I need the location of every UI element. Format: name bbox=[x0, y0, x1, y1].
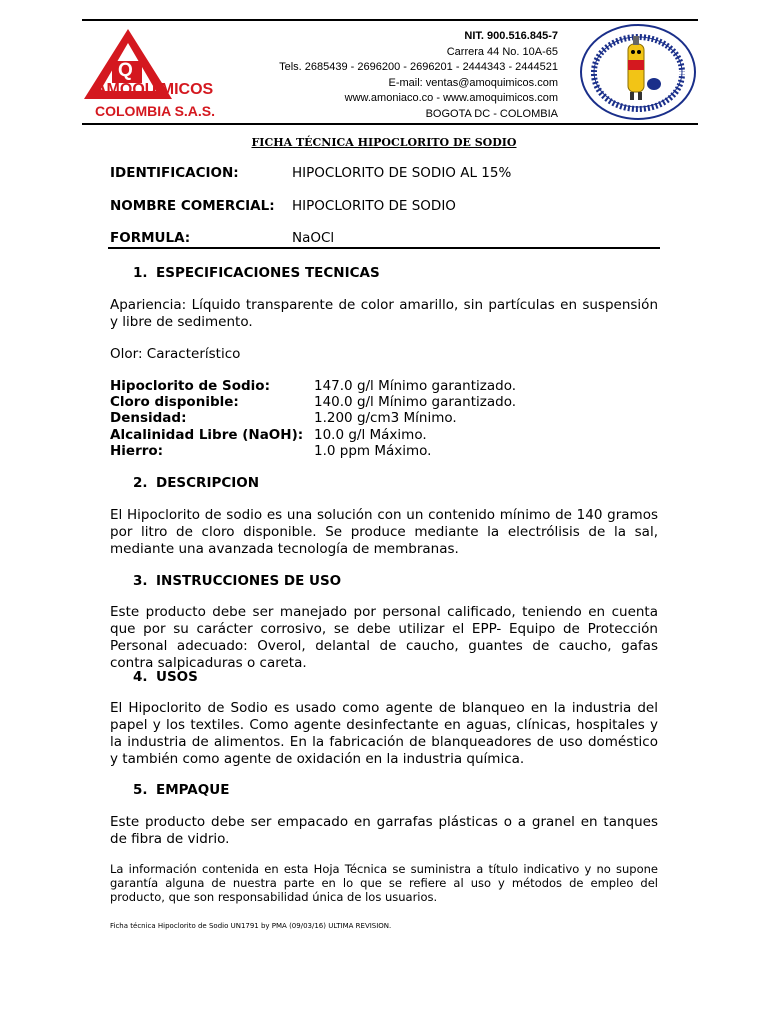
commercial-name-label: NOMBRE COMERCIAL: bbox=[110, 198, 275, 214]
spec-label: Hierro: bbox=[110, 443, 164, 459]
description-text: El Hipoclorito de sodio es una solución con un contenido mínimo de 140 gramos por litro de cloro disponible. Se produce mediante la electrólisis de la sal, mediante una avanzada tecnología de membranas. bbox=[110, 507, 658, 557]
section-number: 5. bbox=[133, 782, 148, 798]
section-title: DESCRIPCION bbox=[156, 475, 260, 491]
section-number: 4. bbox=[133, 669, 148, 685]
spec-label: Alcalinidad Libre (NaOH): bbox=[110, 427, 304, 443]
instructions-text: Este producto debe ser manejado por personal calificado, teniendo en cuenta que por su carácter corrosivo, se debe utilizar el EPP- Equipo de Protección Personal adecuado: Overol, delantal de caucho, guantes de caucho, gafas contra salpicaduras o careta. bbox=[110, 604, 658, 671]
spec-label: Densidad: bbox=[110, 410, 187, 426]
identification-label: IDENTIFICACION: bbox=[110, 165, 239, 181]
header-bottom-rule bbox=[82, 123, 698, 125]
footer-note: Ficha técnica Hipoclorito de Sodio UN1791 by PMA (09/03/16) ULTIMA REVISION. bbox=[110, 922, 392, 930]
header-top-rule bbox=[82, 19, 698, 21]
spec-value: 10.0 g/l Máximo. bbox=[314, 427, 427, 443]
section-1-heading bbox=[133, 265, 380, 281]
commercial-name-value: HIPOCLORITO DE SODIO bbox=[292, 198, 456, 214]
packaging-text: Este producto debe ser empacado en garrafas plásticas o a granel en tanques de fibra de vidrio. bbox=[110, 814, 658, 847]
address: Carrera 44 No. 10A-65 bbox=[446, 46, 558, 58]
website: www.amoniaco.co - www.amoquimicos.com bbox=[344, 92, 558, 104]
city: BOGOTA DC - COLOMBIA bbox=[425, 108, 558, 120]
mascot-seal bbox=[578, 22, 698, 122]
section-3-heading bbox=[133, 573, 341, 589]
section-5-heading bbox=[133, 782, 229, 798]
formula-value: NaOCl bbox=[292, 230, 335, 246]
section-number: 1. bbox=[133, 265, 148, 281]
disclaimer-text: La información contenida en esta Hoja Técnica se suministra a título indicativo y no supone garantía alguna de nuestra parte en lo que se refiere al uso y métodos de empleo del producto, que son responsabilidad única de los usuarios. bbox=[110, 862, 658, 904]
section-number: 3. bbox=[133, 573, 148, 589]
section-4-heading bbox=[133, 669, 198, 685]
formula-label: FORMULA: bbox=[110, 230, 191, 246]
company-name: AMOQUIMICOS bbox=[95, 81, 214, 98]
spec-value: 140.0 g/l Mínimo garantizado. bbox=[314, 394, 517, 410]
section-2-heading bbox=[133, 475, 259, 491]
identification-rule bbox=[108, 247, 660, 249]
email: E-mail: ventas@amoquimicos.com bbox=[388, 77, 558, 89]
spec-value: 1.200 g/cm3 Mínimo. bbox=[314, 410, 457, 426]
company-logo bbox=[80, 25, 220, 121]
spec-value: 147.0 g/l Mínimo garantizado. bbox=[314, 378, 517, 394]
nit-number: NIT. 900.516.845-7 bbox=[464, 30, 558, 42]
identification-value: HIPOCLORITO DE SODIO AL 15% bbox=[292, 165, 512, 181]
uses-text: El Hipoclorito de Sodio es usado como agente de blanqueo en la industria del papel y los textiles. Como agente desinfectante en aguas, clínicas, hospitales y la industria de alimentos. En la fabricación de blanqueadores de uso doméstico y también como agente de oxidación en la industria química. bbox=[110, 700, 658, 767]
appearance-text: Apariencia: Líquido transparente de color amarillo, sin partículas en suspensión y libre de sedimento. bbox=[110, 297, 658, 330]
section-title: EMPAQUE bbox=[156, 782, 230, 798]
document-title: FICHA TÉCNICA HIPOCLORITO DE SODIO bbox=[251, 136, 517, 149]
phones: Tels. 2685439 - 2696200 - 2696201 - 2444343 - 2444521 bbox=[279, 61, 558, 73]
odor-text: Olor: Característico bbox=[110, 346, 241, 362]
logo-letter: Q bbox=[118, 60, 133, 81]
spec-label: Cloro disponible: bbox=[110, 394, 239, 410]
section-title: USOS bbox=[156, 669, 198, 685]
section-title: ESPECIFICACIONES TECNICAS bbox=[156, 265, 380, 281]
spec-label: Hipoclorito de Sodio: bbox=[110, 378, 270, 394]
section-title: INSTRUCCIONES DE USO bbox=[156, 573, 342, 589]
spec-value: 1.0 ppm Máximo. bbox=[314, 443, 432, 459]
company-name-line2: COLOMBIA S.A.S. bbox=[95, 103, 216, 119]
section-number: 2. bbox=[133, 475, 148, 491]
